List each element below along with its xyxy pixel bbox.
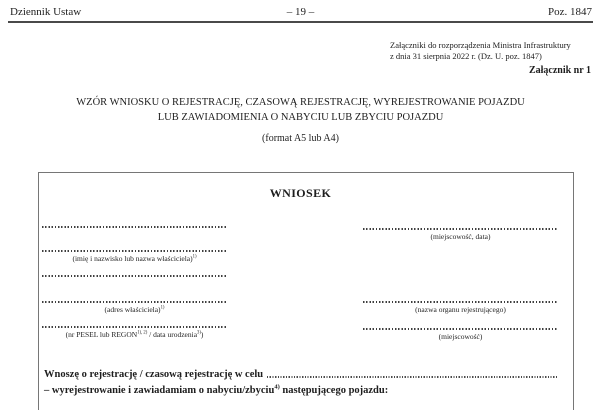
pesel-footnote-2: 3): [197, 330, 201, 336]
request-line-2-footnote: 4): [274, 383, 280, 391]
request-line-1-blank: [267, 376, 557, 378]
field-line-owner-1: [42, 226, 227, 228]
document-title-line1: WZÓR WNIOSKU O REJESTRACJĘ, CZASOWĄ REJESTRACJĘ, WYREJESTROWANIE POJAZDU: [76, 97, 525, 108]
field-label-place: (miejscowość): [438, 332, 483, 341]
pesel-footnote-1: 1), 2): [137, 330, 148, 336]
owner-address-label-text: (adres właściciela): [104, 305, 161, 314]
request-line-1-text: Wnoszę o rejestrację / czasową rejestrację w celu: [44, 369, 264, 380]
field-line-address-2: [42, 301, 227, 303]
owner-address-footnote: 1): [160, 305, 165, 311]
field-line-address-1: [42, 275, 227, 277]
field-label-place-date: (miejscowość, data): [430, 232, 491, 241]
request-line-2-suffix: następującego pojazdu:: [279, 385, 389, 396]
field-label-owner-address: [42, 305, 227, 314]
field-line-pesel: [42, 326, 227, 328]
request-line-2-prefix: – wyrejestrowanie i zawiadamiam o nabyciu/zbyciu: [44, 385, 275, 396]
document-title-line2: LUB ZAWIADOMIENIA O NABYCIU LUB ZBYCIU POJAZDU: [157, 111, 444, 123]
header-rule: [8, 21, 593, 23]
pesel-label-mid: / data urodzenia: [147, 330, 198, 339]
form-title: WNIOSEK: [269, 186, 332, 200]
field-label-pesel: [42, 330, 227, 339]
owner-name-label-text: (imię i nazwisko lub nazwa właściciela): [72, 254, 193, 263]
field-label-authority: (nazwa organu rejestrującego): [415, 305, 506, 314]
attachment-note-line2: z dnia 31 sierpnia 2022 r. (Dz. U. poz. 1847): [390, 51, 542, 61]
attachment-number-label: Załącznik nr 1: [528, 65, 591, 76]
attachment-note: [390, 40, 571, 62]
owner-name-footnote: 1): [192, 254, 197, 260]
attachment-note-line1: Załączniki do rozporządzenia Ministra Infrastruktury: [390, 40, 571, 50]
field-line-authority: [363, 301, 558, 303]
field-line-place: [363, 328, 558, 330]
position-number: Poz. 1847: [548, 6, 592, 18]
page-number: – 19 –: [286, 6, 315, 18]
field-label-owner-name: [42, 254, 227, 263]
format-note: (format A5 lub A4): [262, 133, 339, 144]
document-title: [0, 96, 601, 125]
request-line-1: [44, 369, 557, 380]
journal-name: Dziennik Ustaw: [10, 6, 82, 18]
field-line-place-date: [363, 228, 558, 230]
field-line-owner-2: [42, 250, 227, 252]
request-line-2: [44, 385, 388, 396]
pesel-label-prefix: (nr PESEL lub REGON: [65, 330, 138, 339]
pesel-label-suffix: ): [200, 330, 204, 339]
